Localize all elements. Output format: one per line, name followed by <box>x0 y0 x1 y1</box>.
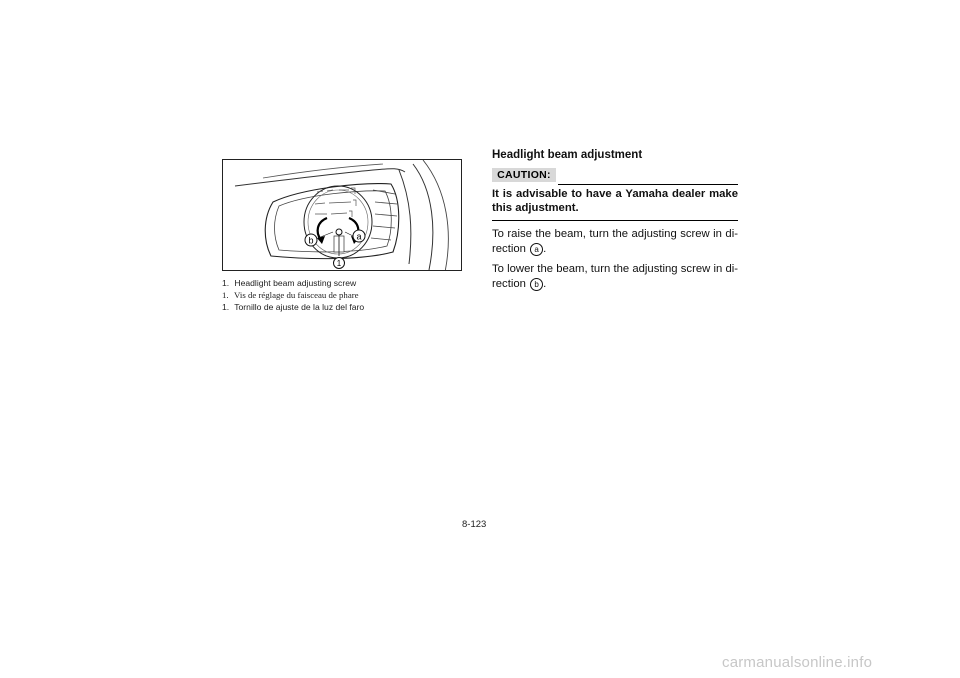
caption-number: 1. <box>222 301 230 312</box>
caption-number: 1. <box>222 289 229 300</box>
raise-beam-paragraph <box>492 227 738 256</box>
caption-french <box>222 290 467 302</box>
caption-text: Tornillo de ajuste de la luz del faro <box>234 301 365 312</box>
raise-beam-text: To raise the beam, turn the adjusting screw in di-rection <box>492 228 738 255</box>
lower-beam-paragraph <box>492 262 738 291</box>
headlight-drawing <box>223 160 462 271</box>
figure-captions <box>222 278 467 313</box>
caution-badge: CAUTION: <box>492 168 556 182</box>
caption-english <box>222 278 467 290</box>
caution-text: It is advisable to have a Yamaha dealer make this adjustment. <box>492 188 738 221</box>
period: . <box>543 277 547 290</box>
caption-text: Vis de réglage du faisceau de phare <box>234 289 359 300</box>
instructions-column <box>492 148 738 291</box>
period: . <box>543 242 547 255</box>
section-heading: Headlight beam adjustment <box>492 149 643 161</box>
headlight-illustration <box>222 159 462 271</box>
caution-header <box>492 166 738 188</box>
direction-a-marker: a <box>530 243 543 256</box>
caution-rule <box>558 184 738 185</box>
callout-a: a <box>356 231 362 242</box>
direction-b-marker: b <box>530 278 543 291</box>
page-number: 8-123 <box>462 519 487 530</box>
lower-beam-text: To lower the beam, turn the adjusting screw in di-rection <box>492 263 738 290</box>
callout-1: 1 <box>336 259 342 268</box>
caption-text: Headlight beam adjusting screw <box>234 278 357 288</box>
callout-b: b <box>308 235 314 246</box>
caption-number: 1. <box>222 278 230 288</box>
caption-spanish <box>222 302 467 314</box>
watermark: carmanualsonline.info <box>722 654 873 671</box>
